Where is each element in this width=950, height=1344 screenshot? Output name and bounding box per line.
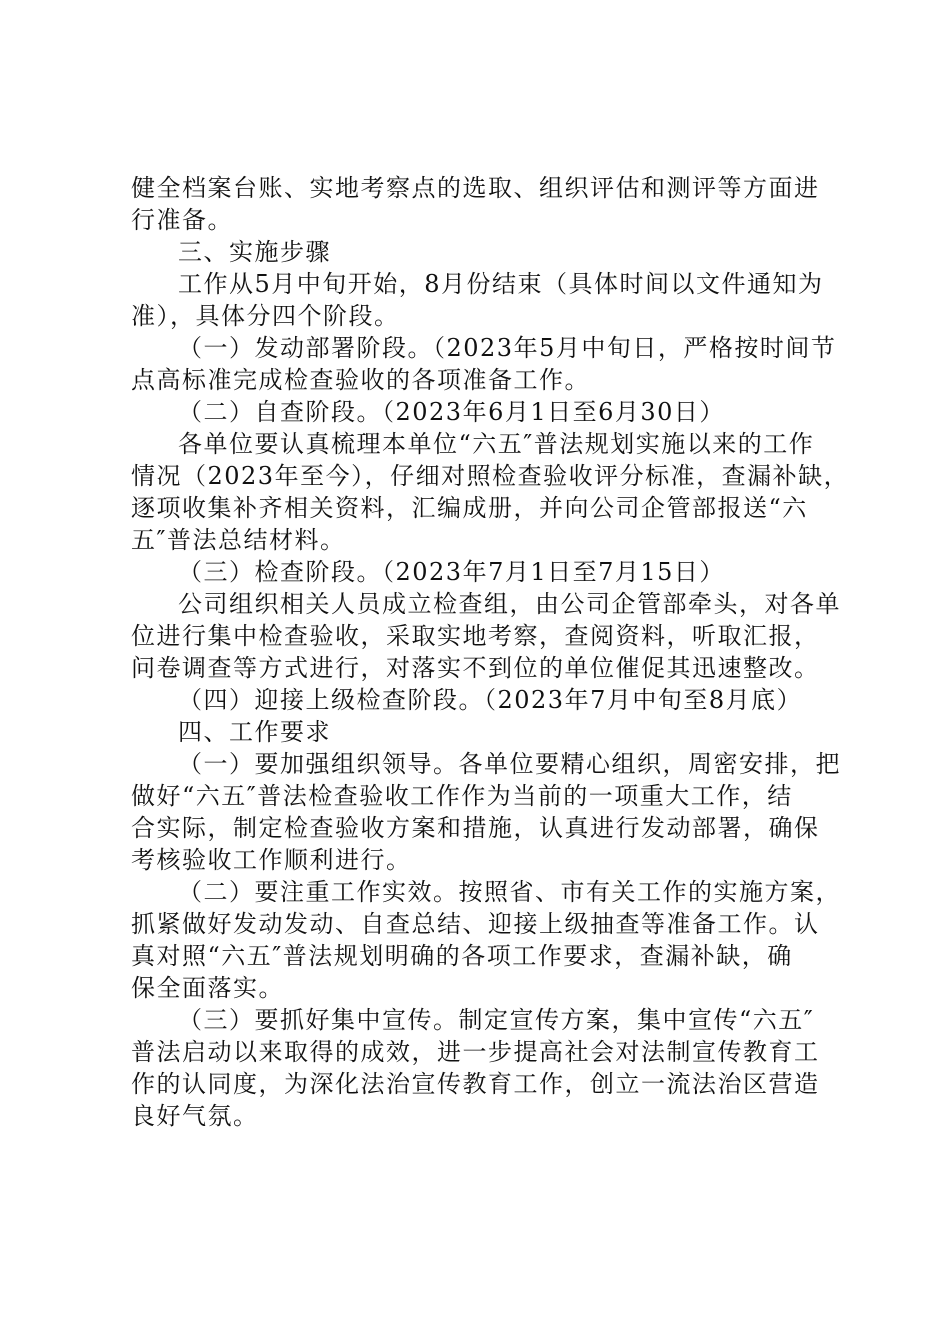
text-line: 问卷调查等方式进行，对落实不到位的单位催促其迅速整改。: [131, 654, 820, 682]
text-line: 做好“六五″普法检查验收工作作为当前的一项重大工作，结: [131, 782, 793, 810]
text-line: （三）要抓好集中宣传。制定宣传方案，集中宣传“六五″: [178, 1006, 815, 1034]
text-line: 健全档案台账、实地考察点的选取、组织评估和测评等方面进: [131, 174, 820, 202]
text-line: 良好气氛。: [131, 1102, 259, 1130]
text-line: 点高标准完成检查验收的各项准备工作。: [131, 366, 590, 394]
text-line: 情况（2023年至今），仔细对照检查验收评分标准，查漏补缺，: [131, 462, 850, 490]
text-line: 考核验收工作顺利进行。: [131, 846, 412, 874]
text-line: 行准备。: [131, 206, 233, 234]
text-line: 普法启动以来取得的成效，进一步提高社会对法制宣传教育工: [131, 1038, 820, 1066]
text-line: 抓紧做好发动发动、自查总结、迎接上级抽查等准备工作。认: [131, 910, 820, 938]
document-body: [131, 172, 850, 1132]
text-line: 准），具体分四个阶段。: [131, 302, 400, 330]
text-line: 作的认同度，为深化法治宣传教育工作，创立一流法治区营造: [131, 1070, 820, 1098]
text-line: 工作从5月中旬开始，8月份结束（具体时间以文件通知为: [178, 270, 824, 298]
text-line: 位进行集中检查验收，采取实地考察，查阅资料，听取汇报，: [131, 622, 820, 650]
subsection-heading: （三）检查阶段。（2023年7月1日至7月15日）: [178, 558, 725, 586]
subsection-heading: （一）发动部署阶段。（2023年5月中旬日，严格按时间节: [178, 334, 837, 362]
text-line: （二）要注重工作实效。按照省、市有关工作的实施方案，: [178, 878, 841, 906]
text-line: 保全面落实。: [131, 974, 284, 1002]
subsection-heading: （四）迎接上级检查阶段。（2023年7月中旬至8月底）: [178, 686, 803, 714]
text-line: 合实际，制定检查验收方案和措施，认真进行发动部署，确保: [131, 814, 820, 842]
section-heading: 三、实施步骤: [178, 238, 331, 266]
text-line: 真对照“六五″普法规划明确的各项工作要求，查漏补缺，确: [131, 942, 793, 970]
section-heading: 四、工作要求: [178, 718, 331, 746]
subsection-heading: （二）自查阶段。（2023年6月1日至6月30日）: [178, 398, 725, 426]
text-line: 五″普法总结材料。: [131, 526, 346, 554]
text-line: 逐项收集补齐相关资料，汇编成册，并向公司企管部报送“六: [131, 494, 808, 522]
text-line: 公司组织相关人员成立检查组，由公司企管部牵头，对各单: [178, 590, 841, 618]
text-line: （一）要加强组织领导。各单位要精心组织，周密安排，把: [178, 750, 841, 778]
text-line: 各单位要认真梳理本单位“六五″普法规划实施以来的工作: [178, 430, 815, 458]
